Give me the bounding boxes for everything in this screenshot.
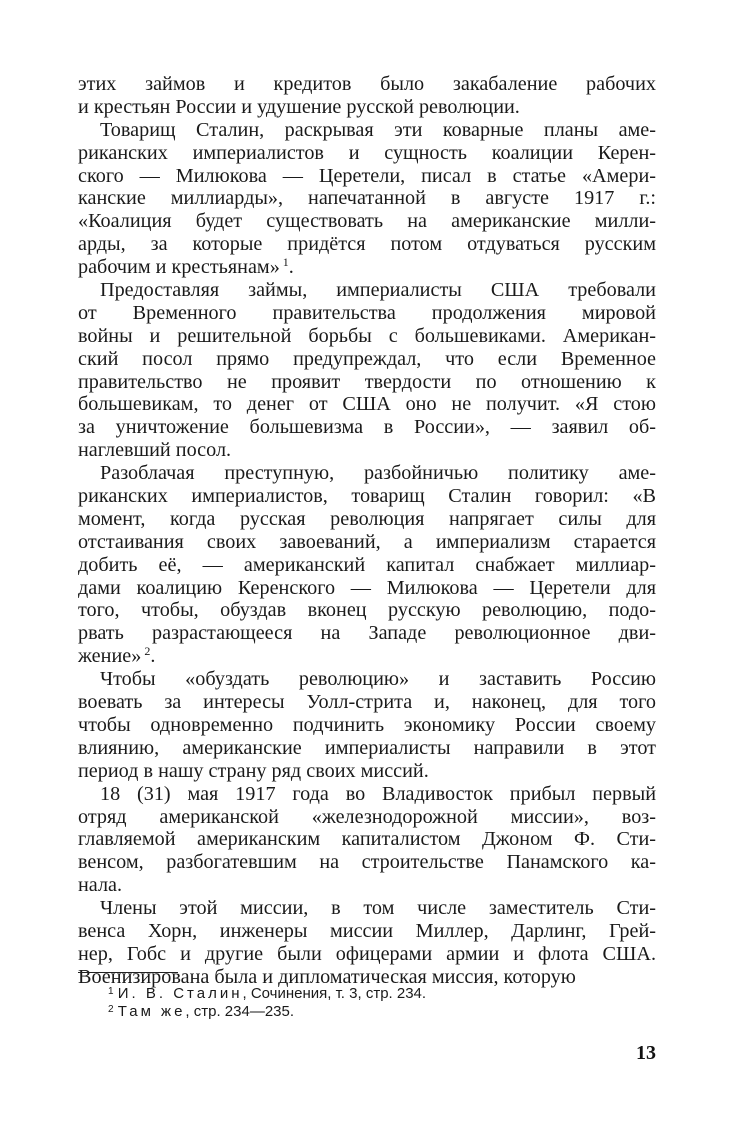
text-line: отряд американской «железнодорожной миссии», воз- <box>78 805 656 828</box>
footnote-mark: 2 <box>108 1004 114 1015</box>
text-line: Члены этой миссии, в том числе заместитель Сти- <box>100 897 656 920</box>
text-line: рвать разрастающееся на Западе революционное дви- <box>78 622 656 645</box>
text-line: риканских империалистов, товарищ Сталин говорил: «В <box>78 485 656 508</box>
text-line: воевать за интересы Уолл-стрита и, наконец, для того <box>78 691 656 714</box>
page-number: 13 <box>636 1042 656 1064</box>
text-line: арды, за которые придётся потом отдуваться русским <box>78 233 656 256</box>
footnote-reference[interactable]: 1 <box>279 255 289 270</box>
text-line: наглевший посол. <box>78 439 232 462</box>
text-line: рабочим и крестьянам» $^1$. <box>78 255 294 279</box>
text-line: период в нашу страну ряд своих миссий. <box>78 759 429 782</box>
text-line: венса Хорн, инженеры миссии Миллер, Дарлинг, Грей- <box>78 919 656 942</box>
footnote-reference[interactable]: 2 <box>141 644 151 659</box>
footnote-author: Там же <box>117 1003 186 1020</box>
text-line: момент, когда русская революция напрягает силы для <box>78 507 656 530</box>
text-line: чтобы одновременно подчинить экономику России своему <box>78 713 656 736</box>
footnotes <box>108 985 426 1021</box>
text-line: Военизирована была и дипломатическая миссия, которую <box>78 965 576 988</box>
text-line: риканских империалистов и сущность коалиции Керен- <box>78 141 656 164</box>
text-line: Предоставляя займы, империалисты США требовали <box>100 279 656 302</box>
text-line: дами коалицию Керенского — Милюкова — Церетели для <box>78 576 656 599</box>
text-line: Чтобы «обуздать революцию» и заставить Россию <box>100 668 656 691</box>
text-line: отстаивания своих завоеваний, а империализм старается <box>78 530 656 553</box>
text-line: правительство не проявит твердости по отношению к <box>78 370 656 393</box>
text-line: Товарищ Сталин, раскрывая эти коварные планы аме- <box>100 118 656 141</box>
text-line: большевикам, то денег от США оно не получит. «Я стою <box>78 393 656 416</box>
text-line: от Временного правительства продолжения мировой <box>78 301 656 324</box>
text-line: за уничтожение большевизма в России», — заявил об- <box>78 416 656 439</box>
text-line: нала. <box>78 874 123 897</box>
text-line: 18 (31) мая 1917 года во Владивосток прибыл первый <box>100 782 656 805</box>
text-line: того, чтобы, обуздав вконец русскую революцию, подо- <box>78 599 656 622</box>
text-line: главляемой американским капиталистом Джоном Ф. Сти- <box>78 828 656 851</box>
text-line: канские миллиарды», напечатанной в августе 1917 г.: <box>78 187 656 210</box>
footnote-divider <box>78 972 178 973</box>
text-line: ский посол прямо предупреждал, что если Временное <box>78 347 656 370</box>
footnote-mark: 1 <box>108 986 114 997</box>
footnote-text: , Сочинения, т. 3, стр. 234. <box>242 985 427 1002</box>
text-line: этих займов и кредитов было закабаление рабочих <box>78 73 656 95</box>
footnote-2 <box>108 1003 426 1021</box>
page-body <box>78 73 656 989</box>
text-line: венсом, разбогатевшим на строительстве Панамского ка- <box>78 851 656 874</box>
text-line: добить её, — американский капитал снабжает миллиар- <box>78 553 656 576</box>
footnote-1 <box>108 985 426 1003</box>
text-line: войны и решительной борьбы с большевиками. Американ- <box>78 324 656 347</box>
text-line: жение» $^2$. <box>78 644 156 668</box>
text-line: ского — Милюкова — Церетели, писал в статье «Амери- <box>78 164 656 187</box>
text-line: и крестьян России и удушение русской революции. <box>78 95 520 118</box>
text-line: «Коалиция будет существовать на американские милли- <box>78 210 656 233</box>
text-line: нер, Гобс и другие были офицерами армии и флота США. <box>78 942 656 965</box>
text-line: Разоблачая преступную, разбойничью политику аме- <box>100 462 656 485</box>
footnote-text: , стр. 234—235. <box>185 1003 295 1020</box>
text-line: влиянию, американские империалисты направили в этот <box>78 736 656 759</box>
footnote-author: И. В. Сталин <box>117 985 243 1002</box>
